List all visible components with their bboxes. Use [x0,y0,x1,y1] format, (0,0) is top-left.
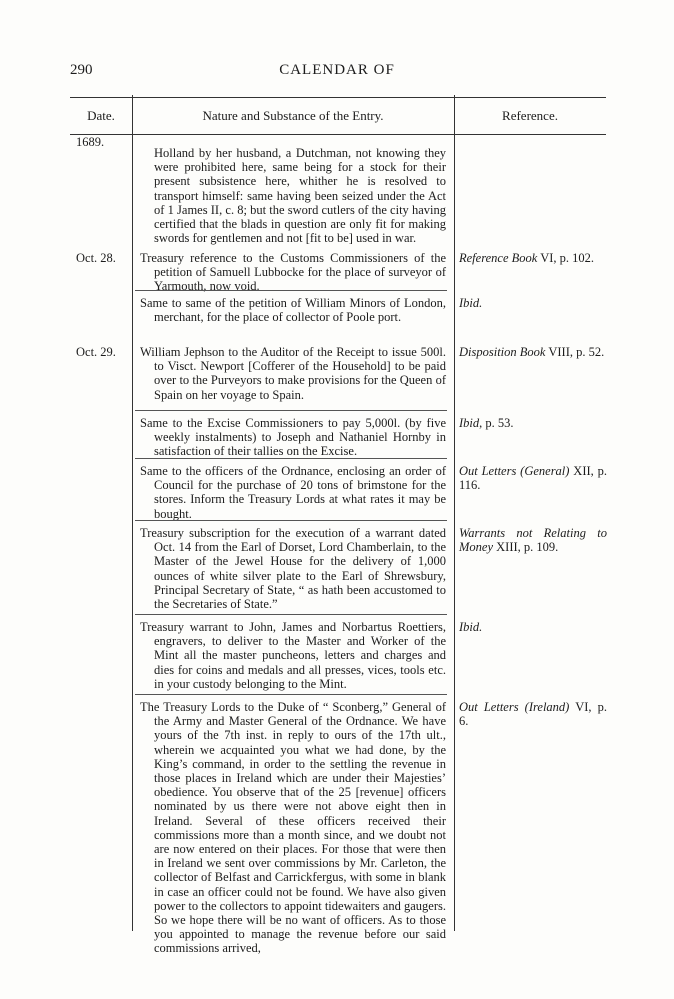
entry-reference [459,526,607,554]
year-label: 1689. [76,135,105,149]
entry-date: Oct. 29. [76,345,116,359]
entry-separator [135,458,447,459]
entry-reference [459,345,607,359]
entry-text: Same to the Excise Commissioners to pay 5,000l. (by five weekly instalments) to Joseph and Nathaniel Hornby in satisfaction of their tallies on the Excise. [140,416,446,459]
reference-location: VI, p. 6. [459,700,607,729]
reference-source: Out Letters (General) [459,464,570,478]
reference-source: Reference Book [459,251,538,265]
entry-text: Same to the officers of the Ordnance, enclosing an order of Council for the purchase of 20 tons of brimstone for the stores. Inform the Treasury Lords at what rates it may be bought. [140,464,446,521]
running-title: CALENDAR OF [279,62,395,78]
reference-source: Ibid [459,416,480,430]
reference-source: Ibid. [459,296,483,310]
column-header-nature: Nature and Substance of the Entry. [202,108,384,123]
page-number: 290 [70,62,93,78]
entry-reference [459,700,607,728]
entry-separator [135,520,447,521]
table-top-rule [70,97,606,98]
entry-reference [459,464,607,492]
entry-separator [135,614,447,615]
entry-reference [459,296,607,310]
entry-reference [459,620,607,634]
entry-text: Treasury subscription for the execution of a warrant dated Oct. 14 from the Earl of Dorset, Lord Chamberlain, to the Master of the Jewel House for the delivery of 1,000 ounces of white silver plate to the Earl of Shrewsbury, Principal Secretary of State, “ as hath been accustomed to the Secretaries of State.” [140,526,446,612]
entry-separator [135,290,447,291]
reference-location: XII, p. 116. [459,464,607,493]
entry-text: William Jephson to the Auditor of the Receipt to issue 500l. to Visct. Newport [Cofferer of the Household] to be paid over to the Purveyors to make provisions for the Queen of Spain on her voyage to Spain. [140,345,446,402]
reference-location: VI, p. 102. [537,251,595,265]
column-divider-date [132,95,133,931]
reference-source: Warrants not Relating to Money [459,526,607,555]
reference-location: XIII, p. 109. [493,540,559,555]
entry-separator [135,410,447,411]
column-divider-reference [454,95,455,931]
entry-text: Same to same of the petition of William Minors of London, merchant, for the place of collector of Poole port. [140,296,446,325]
entry-text: Treasury reference to the Customs Commissioners of the petition of Samuell Lubbocke for the place of surveyor of Yarmouth, now void. [140,251,446,294]
entry-date: Oct. 28. [76,251,116,265]
reference-source: Ibid. [459,620,483,634]
entry-reference [459,416,607,430]
entry-text: Holland by her husband, a Dutchman, not knowing they were prohibited here, same being for a stock for their present subsistence here, whither he is resolved to transport himself: same having been seized under the Act of 1 James II, c. 8; but the sword cutlers of the city having certified that the blads in question are only fit for making swords for gentlemen and not [fit to be] used in war. [154,146,446,246]
reference-location: VIII, p. 52. [545,345,605,359]
entry-separator [135,694,447,695]
reference-source: Out Letters (Ireland) [459,700,570,714]
reference-location: , p. 53. [479,416,514,430]
table-header-rule [70,134,606,135]
column-header-reference: Reference. [502,108,558,123]
column-header-date: Date. [87,108,115,123]
entry-text: The Treasury Lords to the Duke of “ Sconberg,” General of the Army and Master General of the Ordnance. We have yours of the 7th inst. in reply to ours of the 17th ult., wherein we acquainted you what we had done, by the King’s command, in order to the settling the revenue in those places in Ireland which are under their Majesties’ obedience. You observe that of the 25 [revenue] officers nominated by us there were not above eight then in Ireland. Several of these officers received their commissions more than a month since, and we doubt not are now entered on their places. For those that were then in Ireland we sent over commissions by Mr. Carleton, the collector of Belfast and Carrickfergus, with some in blank in case an officer could not be found. We have also given power to the collectors to appoint tidewaiters and gaugers. So we hope there will be no want of officers. As to those you appointed to manage the revenue before our said commissions arrived, [140,700,446,956]
entry-text: Treasury warrant to John, James and Norbartus Roettiers, engravers, to deliver to the Master and Worker of the Mint all the master puncheons, letters and charges and dies for coins and medals and all presses, vices, tools etc. in your custody belonging to the Mint. [140,620,446,691]
reference-source: Disposition Book [459,345,546,359]
entry-reference [459,251,607,265]
